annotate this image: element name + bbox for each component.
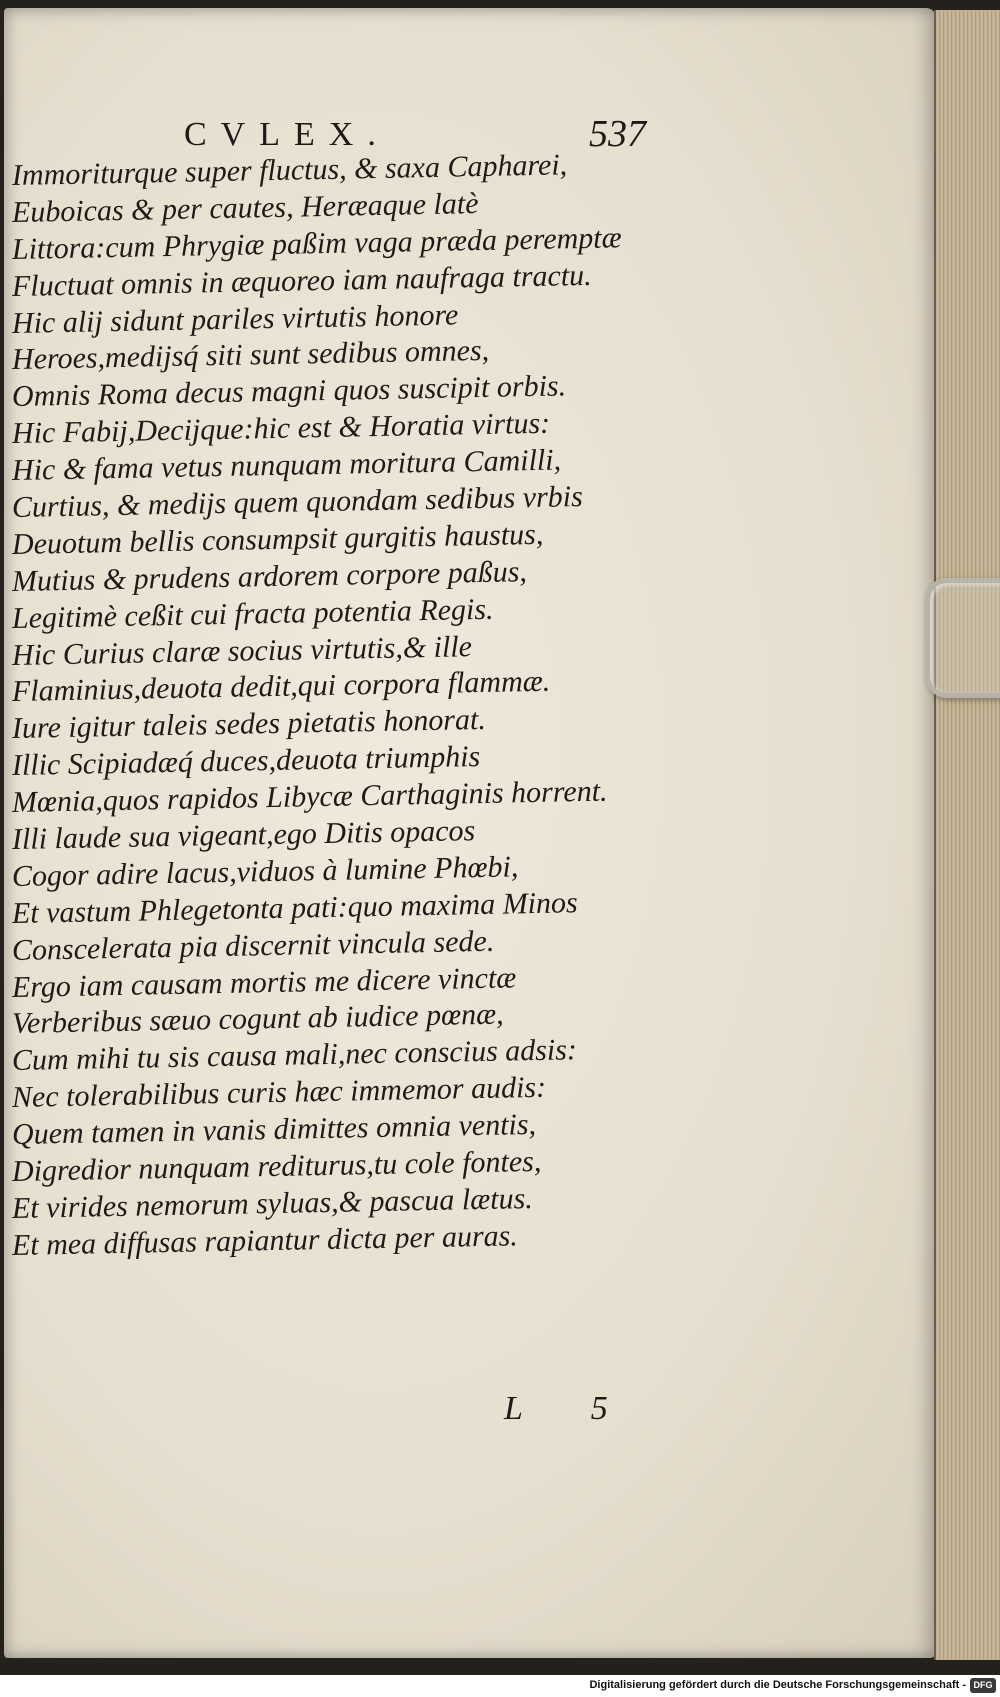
- signature-mark: L 5: [504, 1390, 638, 1427]
- page-number: 537: [589, 113, 646, 155]
- verse-line: Illi laude sua vigeant,ego Ditis opacos: [11, 814, 476, 857]
- book-page: [4, 8, 936, 1658]
- verse-line: Verberibus sæuo cogunt ab iudice pœnæ,: [11, 998, 504, 1041]
- verse-line: Fluctuat omnis in æquoreo iam naufraga tractu.: [11, 258, 592, 303]
- verse-list: [11, 148, 692, 1265]
- book-clip: [925, 578, 1000, 698]
- verse-line: Et vastum Phlegetonta pati:quo maxima Minos: [11, 885, 578, 930]
- verse-line: Hic alij sidunt pariles virtutis honore: [11, 297, 459, 340]
- verse-line: Euboicas & per cautes, Heræaque latè: [11, 186, 479, 229]
- footer-bar: [0, 1675, 1000, 1697]
- verse-line: Hic Curius claræ socius virtutis,& ille: [11, 629, 473, 672]
- verse-line: Deuotum bellis consumpsit gurgitis haustus,: [11, 517, 544, 561]
- running-head: CVLEX.: [184, 116, 390, 153]
- verse-line: Quem tamen in vanis dimittes omnia ventis,: [11, 1108, 537, 1152]
- verse-line: Cum mihi tu sis causa mali,nec conscius adsis:: [11, 1033, 578, 1078]
- verse-line: Ergo iam causam mortis me dicere vinctæ: [11, 960, 517, 1004]
- footer-credit: Digitalisierung gefördert durch die Deutsche Forschungsgemeinschaft -: [589, 1679, 966, 1691]
- verse-line: Omnis Roma decus magni quos suscipit orbis.: [11, 369, 567, 414]
- verse-line: Littora:cum Phrygiæ paßim vaga præda peremptæ: [11, 221, 622, 266]
- verse-line: Et virides nemorum syluas,& pascua lætus.: [11, 1181, 534, 1225]
- verse-line: Conscelerata pia discernit vincula sede.: [11, 924, 495, 967]
- dfg-logo: DFG: [970, 1678, 996, 1693]
- verse-line: Flaminius,deuota dedit,qui corpora flammæ.: [11, 665, 551, 709]
- verse-line: Digredior nunquam rediturus,tu cole fontes,: [11, 1144, 542, 1189]
- verse-line: Cogor adire lacus,viduos à lumine Phœbi,: [11, 850, 519, 893]
- verse-line: Illic Scipiadæq́ duces,deuota triumphis: [11, 740, 481, 783]
- verse-line: Nec tolerabilibus curis hæc immemor audis:: [11, 1071, 547, 1115]
- verse-line: Heroes,medijsq́ siti sunt sedibus omnes,: [11, 334, 490, 377]
- verse-line: Immoriturque super fluctus, & saxa Capharei,: [11, 148, 568, 192]
- verse-line: Hic Fabij,Decijque:hic est & Horatia virtus:: [11, 406, 551, 451]
- page-edges: [934, 10, 1000, 1660]
- verse-line: Mœnia,quos rapidos Libycæ Carthaginis horrent.: [11, 774, 608, 820]
- verse-line: Et mea diffusas rapiantur dicta per auras.: [11, 1219, 519, 1262]
- verse-line: Mutius & prudens ardorem corpore paßus,: [11, 554, 528, 598]
- verse-line: Hic & fama vetus nunquam moritura Camilli,: [11, 443, 562, 488]
- verse-line: Curtius, & medijs quem quondam sedibus vrbis: [11, 480, 584, 525]
- verse-line: Legitimè ceßit cui fracta potentia Regis.: [11, 592, 494, 635]
- verse-line: Iure igitur taleis sedes pietatis honorat.: [11, 703, 487, 746]
